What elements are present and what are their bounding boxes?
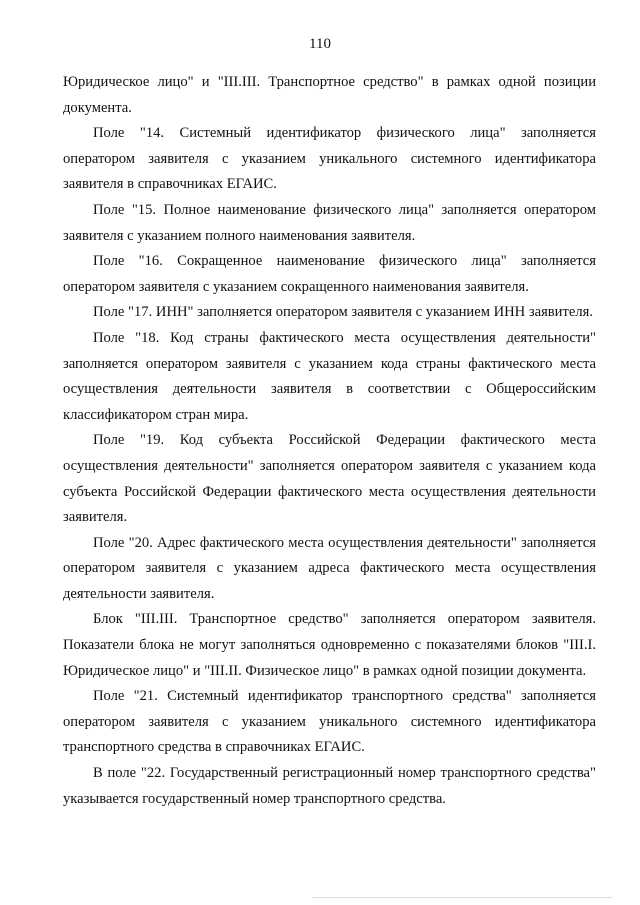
- paragraph-field-16: Поле "16. Сокращенное наименование физического лица" заполняется оператором заявителя с указанием сокращенного наименования заявителя.: [63, 253, 596, 295]
- document-body: [63, 70, 596, 812]
- paragraph-field-18: Поле "18. Код страны фактического места осуществления деятельности" заполняется оператором заявителя с указанием кода страны фактического места осуществления деятельности заявителя в соответствии с Общероссийским классификатором стран мира.: [63, 329, 596, 423]
- scan-edge-line: [312, 897, 612, 898]
- paragraph-field-20: Поле "20. Адрес фактического места осуществления деятельности" заполняется оператором заявителя с указанием адреса фактического места осуществления деятельности заявителя.: [63, 534, 596, 602]
- paragraph-field-22: В поле "22. Государственный регистрационный номер транспортного средства" указывается государственный номер транспортного средства.: [63, 765, 596, 807]
- paragraph-field-14: Поле "14. Системный идентификатор физического лица" заполняется оператором заявителя с указанием уникального системного идентификатора заявителя в справочниках ЕГАИС.: [63, 125, 596, 193]
- paragraph-continuation: Юридическое лицо" и "III.III. Транспортное средство" в рамках одной позиции документа.: [63, 74, 596, 116]
- paragraph-block-3-3: Блок "III.III. Транспортное средство" заполняется оператором заявителя. Показатели блока не могут заполняться одновременно с показателями блоков "III.I. Юридическое лицо" и "III.II. Физическое лицо" в рамках одной позиции документа.: [63, 611, 596, 679]
- page-number: 110: [309, 36, 331, 52]
- paragraph-field-21: Поле "21. Системный идентификатор транспортного средства" заполняется оператором заявителя с указанием уникального системного идентификатора транспортного средства в справочниках ЕГАИС.: [63, 688, 596, 756]
- paragraph-field-19: Поле "19. Код субъекта Российской Федерации фактического места осуществления деятельности" заполняется оператором заявителя с указанием кода субъекта Российской Федерации фактического места осуществления деятельности заявителя.: [63, 432, 596, 526]
- paragraph-field-17: Поле "17. ИНН" заполняется оператором заявителя с указанием ИНН заявителя.: [93, 304, 593, 321]
- paragraph-field-15: Поле "15. Полное наименование физического лица" заполняется оператором заявителя с указанием полного наименования заявителя.: [63, 201, 596, 244]
